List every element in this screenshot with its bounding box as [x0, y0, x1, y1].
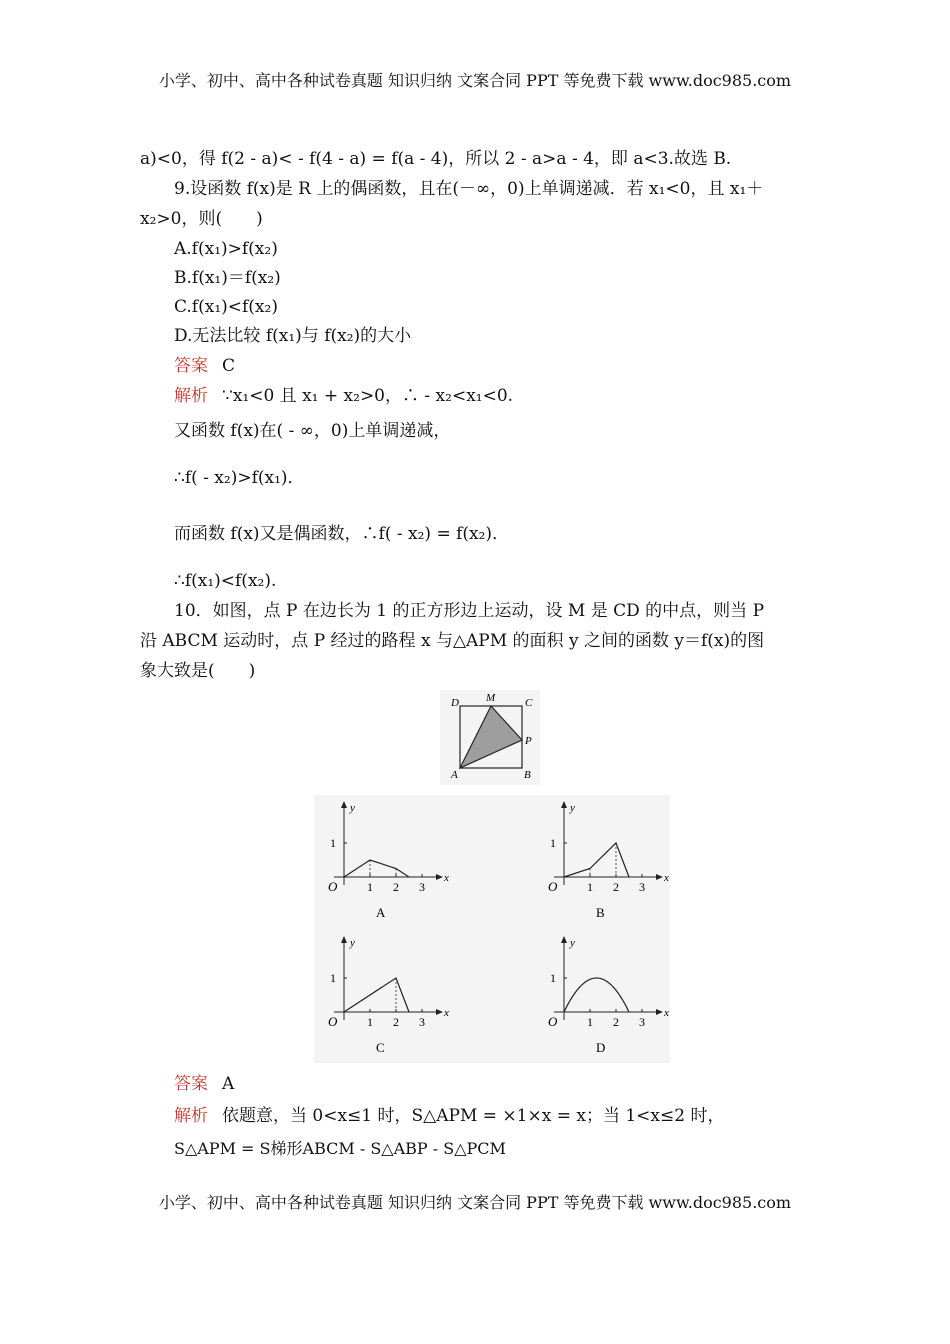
- text-line: ∴f(x₁)<f(x₂).: [174, 571, 277, 591]
- text-line: x₂>0，则( ): [140, 209, 263, 229]
- question-10-stem: 10．如图，点 P 在边长为 1 的正方形边上运动，设 M 是 CD 的中点，则当 P: [174, 601, 765, 621]
- analysis-line: [174, 385, 513, 407]
- answer-value: A: [222, 1074, 235, 1094]
- y-tick-label: 1: [330, 836, 336, 850]
- answer-line-2: [174, 1073, 234, 1095]
- x-tick-label: 2: [613, 1015, 619, 1029]
- x-tick-label: 2: [393, 880, 399, 894]
- graph-label-a: A: [376, 905, 386, 920]
- x-tick-label: 2: [393, 1015, 399, 1029]
- origin-label: O: [548, 1014, 558, 1029]
- formula-line: S△APM = S梯形ABCM - S△ABP - S△PCM: [174, 1139, 506, 1158]
- text-line: ∴f( - x₂)>f(x₁)．: [174, 468, 305, 488]
- x-axis-label: x: [444, 1007, 449, 1019]
- x-tick-label: 3: [639, 880, 645, 894]
- x-tick-label: 1: [587, 1015, 593, 1029]
- graph-label-d: D: [596, 1040, 606, 1055]
- analysis-text: 依题意，当 0<x≤1 时，S△APM = ×1×x = x；当 1<x≤2 时，: [222, 1106, 725, 1126]
- page-footer: 小学、初中、高中各种试卷真题 知识归纳 文案合同 PPT 等免费下载 www.doc985.com: [158, 1193, 792, 1212]
- x-tick-label: 1: [367, 880, 373, 894]
- x-axis-label: x: [664, 872, 669, 884]
- text-line: 而函数 f(x)又是偶函数，∴f( - x₂) = f(x₂)．: [174, 524, 510, 544]
- graph-label-b: B: [596, 905, 605, 920]
- analysis-text: ∵x₁<0 且 x₁ + x₂>0，∴ - x₂<x₁<0.: [222, 386, 514, 406]
- x-tick-label: 2: [613, 880, 619, 894]
- answer-value: C: [222, 356, 236, 376]
- analysis-label: 解析: [174, 386, 208, 406]
- answer-label: 答案: [174, 1074, 208, 1094]
- origin-label: O: [328, 1014, 338, 1029]
- y-axis-label: y: [350, 937, 355, 949]
- text-line: a)<0，得 f(2 - a)< - f(4 - a) = f(a - 4)，所以 2 - a>a - 4，即 a<3.故选 B.: [140, 149, 732, 169]
- y-axis-label: y: [570, 802, 575, 814]
- x-tick-label: 3: [419, 1015, 425, 1029]
- x-tick-label: 3: [639, 1015, 645, 1029]
- y-tick-label: 1: [550, 836, 556, 850]
- y-axis-label: y: [350, 802, 355, 814]
- y-axis-label: y: [570, 937, 575, 949]
- origin-label: O: [328, 879, 338, 894]
- page-header: 小学、初中、高中各种试卷真题 知识归纳 文案合同 PPT 等免费下载 www.doc985.com: [158, 71, 792, 90]
- analysis-label: 解析: [174, 1106, 208, 1126]
- x-tick-label: 1: [587, 880, 593, 894]
- text-line: 象大致是( ): [140, 661, 256, 681]
- y-tick-label: 1: [330, 971, 336, 985]
- question-9-stem: 9.设函数 f(x)是 R 上的偶函数，且在(－∞，0)上单调递减．若 x₁<0，且 x₁＋: [174, 179, 764, 199]
- x-axis-label: x: [444, 872, 449, 884]
- answer-label: 答案: [174, 356, 208, 376]
- label-b: B: [524, 769, 531, 781]
- option-c: C.f(x₁)<f(x₂): [174, 297, 278, 317]
- x-tick-label: 1: [367, 1015, 373, 1029]
- square-figure: [440, 690, 540, 785]
- label-m: M: [486, 692, 496, 704]
- x-tick-label: 3: [419, 880, 425, 894]
- option-d: D.无法比较 f(x₁)与 f(x₂)的大小: [174, 326, 412, 346]
- label-d: D: [451, 697, 459, 709]
- label-a: A: [451, 769, 458, 781]
- label-p: P: [525, 735, 532, 747]
- label-c: C: [525, 697, 533, 709]
- analysis-line-2: [174, 1105, 724, 1127]
- origin-label: O: [548, 879, 558, 894]
- x-axis-label: x: [664, 1007, 669, 1019]
- text-line: 沿 ABCM 运动时，点 P 经过的路程 x 与△APM 的面积 y 之间的函数 y＝f(x)的图: [140, 631, 765, 651]
- y-tick-label: 1: [550, 971, 556, 985]
- answer-line: [174, 355, 235, 377]
- text-line: 又函数 f(x)在( - ∞，0)上单调递减，: [174, 421, 451, 441]
- option-b: B.f(x₁)＝f(x₂): [174, 268, 281, 288]
- answer-graphs: [314, 795, 670, 1063]
- graph-label-c: C: [376, 1040, 385, 1055]
- option-a: A.f(x₁)>f(x₂): [174, 239, 278, 259]
